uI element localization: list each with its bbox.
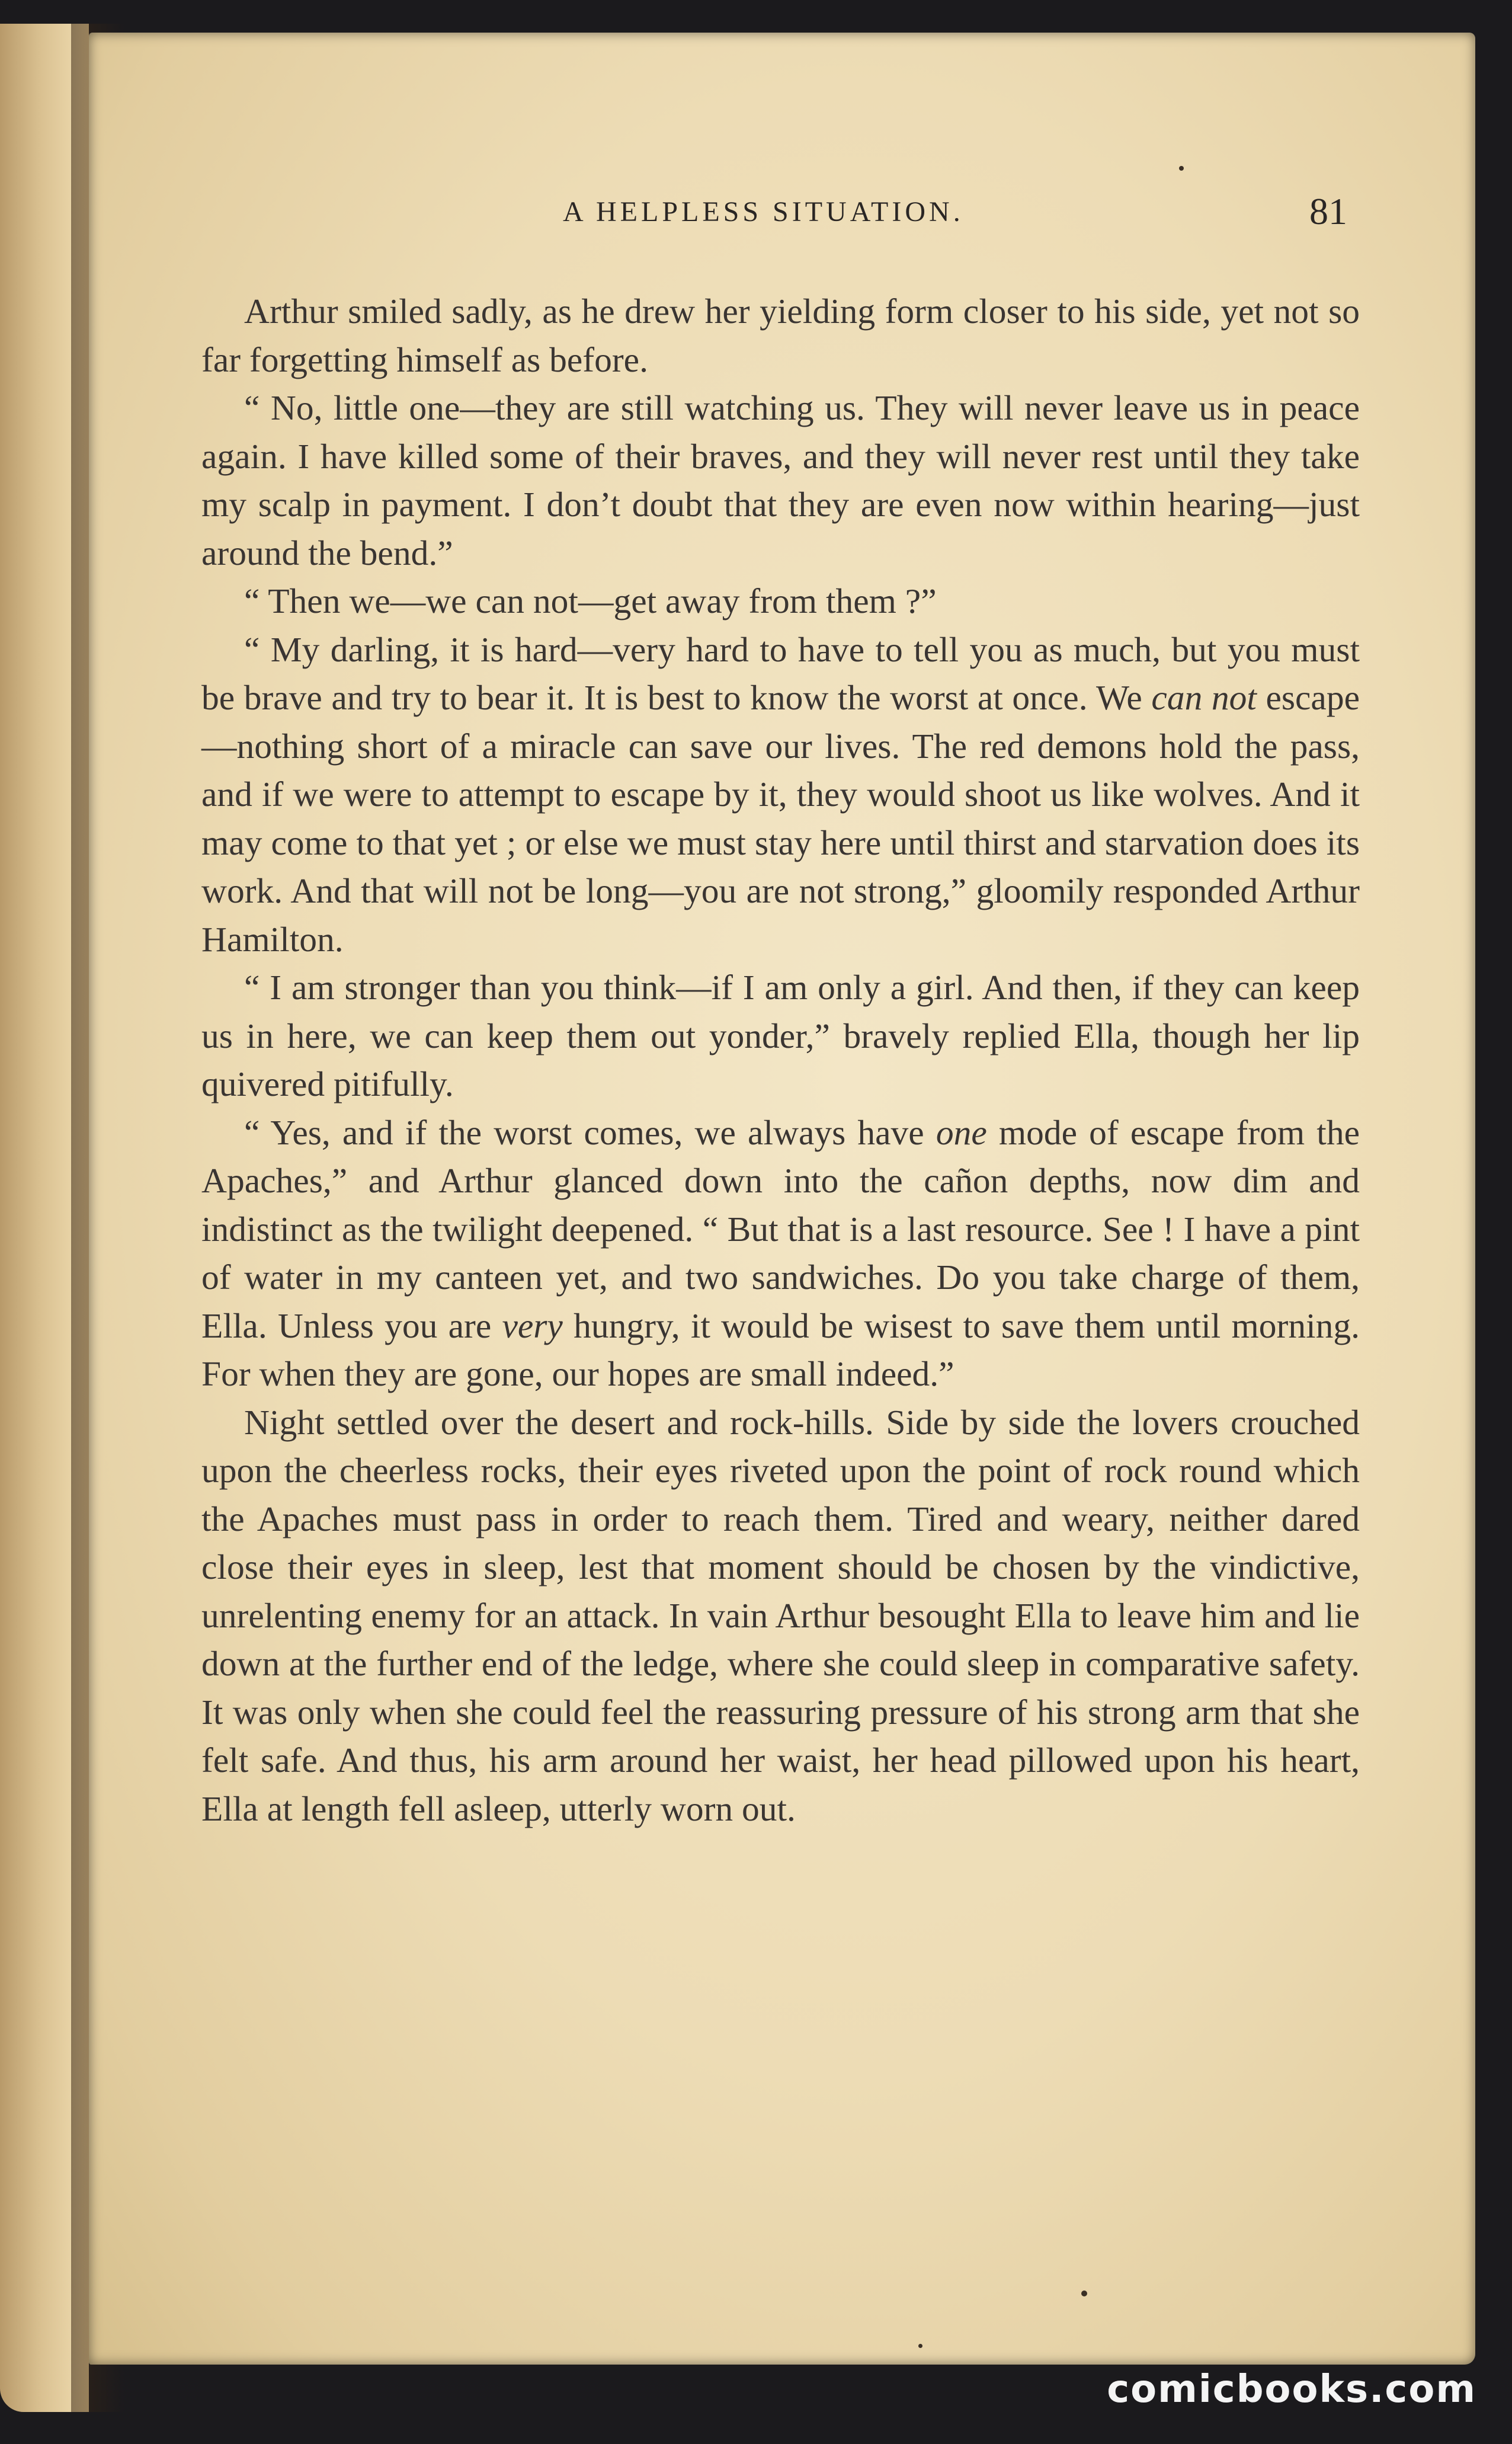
paragraph-6: “ Yes, and if the worst comes, we always have one mode of escape from the Apaches,” and Arthur glanced down into the cañon depths, now dim and indistinct as the twilight deepened. “ But that is a last resource. See ! I have a pint of water in my canteen yet, and two sandwiches. Do you take charge of them, Ella. Unless you are very hungry, it would be wisest to save them until morning. For when they are gone, our hopes are small indeed.” xyxy=(201,1112,1360,1393)
italic-emphasis: can not xyxy=(1151,678,1257,717)
paper-speck xyxy=(918,2344,922,2348)
paragraph-1: Arthur smiled sadly, as he drew her yielding form closer to his side, yet not so far forgetting himself as before. xyxy=(201,292,1360,379)
paper-speck xyxy=(1081,2291,1087,2296)
running-head xyxy=(89,190,1475,237)
paragraph-4: “ My darling, it is hard—very hard to have to tell you as much, but you must be brave and try to bear it. It is best to know the worst at once. We can not escape—nothing short of a miracle can save our lives. The red demons hold the pass, and if we were to attempt to escape by it, they would shoot us like wolves. And it may come to that yet ; or else we must stay here until thirst and starvation does its work. And that will not be long—you are not strong,” gloomily responded Arthur Hamilton. xyxy=(201,629,1360,959)
paragraph-5: “ I am stronger than you think—if I am only a girl. And then, if they can keep us in here, we can keep them out yonder,” bravely replied Ella, though her lip quivered pitifully. xyxy=(201,968,1360,1103)
paragraph-3: “ Then we—we can not—get away from them ?” xyxy=(244,581,937,620)
running-head-title: A HELPLESS SITUATION. xyxy=(563,196,964,228)
paragraph-7: Night settled over the desert and rock-hills. Side by side the lovers crouched upon the cheerless rocks, their eyes riveted upon the point of rock round which the Apaches must pass in order to reach them. Tired and weary, neither dared close their eyes in sleep, lest that moment should be chosen by the vindictive, unrelenting enemy for an attack. In vain Arthur besought Ella to leave him and lie down at the further end of the ledge, where she could sleep in comparative safety. It was only when she could feel the reassuring pressure of his strong arm that she felt safe. And thus, his arm around her waist, her head pillowed upon his heart, Ella at length fell asleep, utterly worn out. xyxy=(201,1402,1360,1828)
paragraph-2: “ No, little one—they are still watching us. They will never leave us in peace again. I have killed some of their braves, and they will never rest until they take my scalp in payment. I don’t doubt that they are even now within hearing—just around the bend.” xyxy=(201,388,1360,572)
watermark: comicbooks.com xyxy=(1107,2368,1476,2411)
italic-emphasis: very xyxy=(502,1306,563,1345)
body-text xyxy=(201,287,1360,1833)
page-number: 81 xyxy=(1309,190,1347,232)
book-page xyxy=(89,33,1475,2365)
italic-emphasis: one xyxy=(936,1112,987,1152)
paper-speck xyxy=(1179,166,1184,171)
